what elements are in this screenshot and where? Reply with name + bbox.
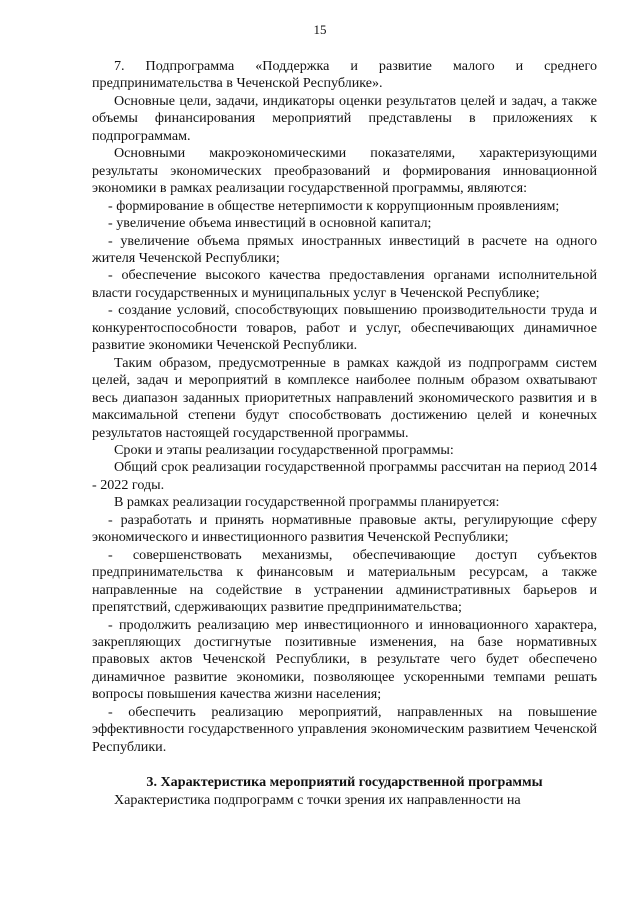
paragraph-plans-intro: В рамках реализации государственной программы планируется: bbox=[114, 494, 500, 511]
page-number: 15 bbox=[313, 22, 327, 37]
list-item-efficiency: - обеспечить реализацию мероприятий, направленных на повышение эффективности государственного управления экономическим развитием Чеченской Республики. bbox=[92, 703, 597, 755]
section-heading: 3. Характеристика мероприятий государственной программы bbox=[146, 774, 543, 791]
list-item-productivity: - создание условий, способствующих повышению производительности труда и конкурентоспособности товаров, работ и услуг, обеспечивающих динамичное развитие экономики Чеченской Республики. bbox=[92, 302, 597, 354]
paragraph-stages: Сроки и этапы реализации государственной программы: bbox=[114, 441, 454, 458]
list-item-measures: - продолжить реализацию мер инвестиционного и инновационного характера, закрепляющих достигнутые позитивные изменения, на базе нормативных правовых актов Чеченской Республики, в результате чего будет обеспечено динамичное развитие экономики, позволяющее ускоренными темпами решать вопросы повышения качества жизни населения; bbox=[92, 616, 597, 703]
paragraph-goals: Основные цели, задачи, индикаторы оценки результатов целей и задач, а также объемы финансирования мероприятий представлены в приложениях к подпрограммам. bbox=[92, 92, 597, 144]
list-item-legal-acts: - разработать и принять нормативные правовые акты, регулирующие сферу экономического и инвестиционного развития Чеченской Республики; bbox=[92, 511, 597, 546]
paragraph-indicators-intro: Основными макроэкономическими показателями, характеризующими результаты экономических преобразований и формирования инновационной экономики в рамках реализации государственной программы, являются: bbox=[92, 145, 597, 197]
paragraph-characteristics: Характеристика подпрограмм с точки зрения их направленности на bbox=[114, 791, 521, 808]
paragraph-subprogram-7: 7. Подпрограмма «Поддержка и развитие малого и среднего предпринимательства в Чеченской Республике». bbox=[92, 58, 597, 92]
list-item-investment: - увеличение объема инвестиций в основной капитал; bbox=[108, 215, 432, 232]
list-item-public-services: - обеспечение высокого качества предоставления органами исполнительной власти государственных и муниципальных услуг в Чеченской Республике; bbox=[92, 267, 597, 301]
list-item-anticorruption: - формирование в обществе нетерпимости к коррупционным проявлениям; bbox=[108, 197, 560, 214]
list-item-foreign-investment: - увеличение объема прямых иностранных инвестиций в расчете на одного жителя Чеченской Республики; bbox=[92, 232, 597, 266]
paragraph-summary: Таким образом, предусмотренные в рамках каждой из подпрограмм систем целей, задач и мероприятий в комплексе наиболее полным образом охватывают весь диапазон заданных приоритетных направлений экономического развития и в максимальной степени будут способствовать достижению целей и конечных результатов настоящей государственной программы. bbox=[92, 354, 597, 441]
list-item-mechanisms: - совершенствовать механизмы, обеспечивающие доступ субъектов предпринимательства к финансовым и материальным ресурсам, а также направленные на содействие в устранении административных барьеров и препятствий, сдерживающих развитие предпринимательства; bbox=[92, 546, 597, 616]
paragraph-period: Общий срок реализации государственной программы рассчитан на период 2014 - 2022 годы. bbox=[92, 459, 597, 493]
document-body bbox=[92, 58, 597, 809]
